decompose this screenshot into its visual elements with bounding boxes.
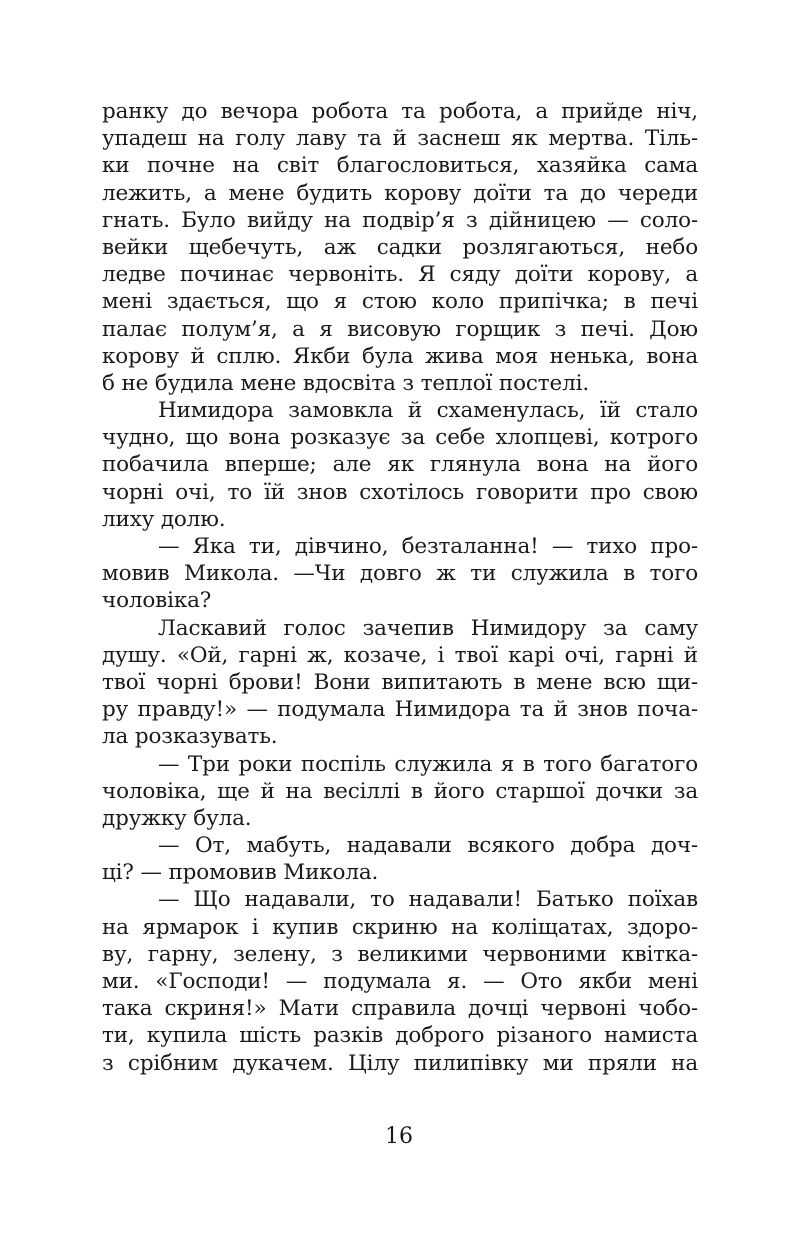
text-line: корову й сплю. Якби була жива моя ненька, вона — [102, 343, 698, 369]
text-line: така скриня!» Мати справила дочці червоні чобо- — [102, 996, 698, 1022]
text-line: чоловіка? — [102, 588, 212, 614]
text-line: чорні очі, то їй знов схотілось говорити про свою — [102, 479, 698, 505]
text-line: ти, купила шість разків доброго різаного намиста — [102, 1023, 698, 1049]
text-line: б не будила мене вдосвіта з теплої постелі. — [102, 370, 590, 396]
text-line: упадеш на голу лаву та й заснеш як мертва. Тіль- — [102, 126, 698, 152]
text-line: — Яка ти, дівчино, безталанна! — тихо про- — [158, 534, 698, 559]
text-line: ми. «Господи! — подумала я. — Ото якби мені — [102, 969, 698, 994]
text-line: дружку була. — [102, 805, 252, 831]
text-line: чудно, що вона розказує за себе хлопцеві, котрого — [102, 425, 698, 451]
text-line: палає полум’я, а я висовую горщик з печі. Дою — [102, 316, 698, 342]
page-text — [102, 98, 698, 1077]
text-line: ки почне на світ благословиться, хазяйка сама — [102, 153, 698, 179]
text-line: — От, мабуть, надавали всякого добра доч- — [158, 833, 698, 859]
text-line: чоловіка, ще й на весіллі в його старшої дочки за — [102, 778, 698, 804]
text-line: ледве починає червоніть. Я сяду доїти корову, а — [102, 262, 698, 288]
text-line: з срібним дукачем. Цілу пилипівку ми пряли на — [102, 1050, 698, 1076]
text-line: вейки щебечуть, аж садки розлягаються, небо — [102, 234, 698, 260]
text-line: лиху долю. — [102, 506, 226, 532]
text-line: ла розказувать. — [102, 724, 278, 750]
page-number: 16 — [385, 1124, 413, 1149]
text-line: твої чорні брови! Вони випитають в мене всю щи- — [102, 669, 698, 695]
text-line: побачила вперше; але як глянула вона на його — [102, 452, 698, 478]
text-line: душу. «Ой, гарні ж, козаче, і твої карі очі, гарні й — [102, 642, 698, 668]
text-line: ву, гарну, зелену, з великими червоними квітка- — [102, 941, 698, 967]
text-line: ру правду!» — подумала Нимидора та й знов поча- — [102, 697, 698, 723]
text-line: лежить, а мене будить корову доїти та до череди — [102, 180, 698, 206]
text-line: — Що надавали, то надавали! Батько поїхав — [158, 887, 698, 913]
text-line: гнать. Було вийду на подвір’я з дійницею — соло- — [102, 207, 698, 233]
text-line: ці? — промовив Микола. — [102, 860, 379, 886]
text-line: мені здається, що я стою коло припічка; в печі — [102, 289, 698, 315]
text-line: Ласкавий голос зачепив Нимидору за саму — [158, 615, 698, 641]
text-line: — Три роки поспіль служила я в того багатого — [158, 751, 698, 777]
text-line: мовив Микола. —Чи довго ж ти служила в того — [102, 561, 698, 587]
text-line: Нимидора замовкла й схаменулась, їй стало — [158, 398, 698, 424]
text-line: ранку до вечора робота та робота, а прийде ніч, — [102, 99, 698, 124]
text-line: на ярмарок і купив скриню на коліщатах, здоро- — [102, 914, 698, 940]
